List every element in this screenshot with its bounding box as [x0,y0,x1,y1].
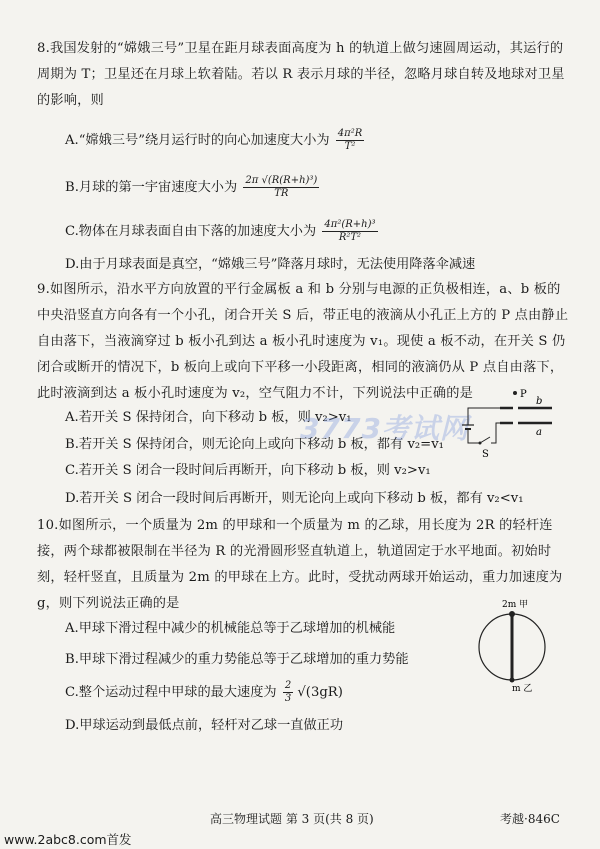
ball-jia [509,611,515,617]
q10-option-a: A.甲球下滑过程中减少的机械能总等于乙球增加的机械能 [65,621,396,636]
q9-option-a: A.若开关 S 保持闭合，向下移动 b 板，则 v₂>v₁ [65,410,352,425]
exam-code: 考越·846C [500,812,560,826]
label-bottom-ball: m 乙 [512,684,533,692]
q8-option-b: B.月球的第一宇宙速度大小为 $\frac{\text{2π √(R(R+h)³)}}{TR}$ [65,175,318,199]
watermark: 3773考试网 [300,412,469,445]
page-footer: 高三物理试题 第 3 页(共 8 页) [210,812,374,826]
wire-bottom [468,429,480,443]
q8-option-c: C.物体在月球表面自由下落的加速度大小为 $\frac{\text{4π²(R+h)³}}{\text{R²T²}}$ [65,219,376,243]
q10-option-d: D.甲球运动到最低点前，轻杆对乙球一直做正功 [65,718,344,733]
q10-circle-figure [474,597,564,692]
q8-option-d: D.由于月球表面是真空，“嫦娥三号”降落月球时，无法使用降落伞减速 [65,257,476,272]
source-site: www.2abc8.com首发 [4,832,132,847]
q10-option-b: B.甲球下滑过程减少的重力势能总等于乙球增加的重力势能 [65,652,409,667]
q9-option-d: D.若开关 S 闭合一段时间后再断开，则无论向上或向下移动 b 板，都有 v₂<v₁ [65,491,524,506]
ball-yi [510,678,515,683]
q8-option-a: A.“嫦娥三号”绕月运行时的向心加速度大小为 $\frac{\text{4π²R}}{\text{T²}}$ [65,128,363,152]
q8-a-fraction: $\frac{\text{4π²R}}{\text{T²}}$ [337,128,363,152]
q10-option-c: C.整个运动过程中甲球的最大速度为 $\frac{2}{3}$ √(3gR) [65,680,343,704]
question-9-stem: 9.如图所示，沿水平方向放置的平行金属板 a 和 b 分别与电源的正负极相连，a、b 板的中央沿竖直方向各有一个小孔，闭合开关 S 后，带正电的液滴从小孔正上方的 P 点由静止自由落下，当液滴穿过 b 板小孔到达 a 板小孔时速度为 v₁。现使 a 板不动，在开关 S 仍闭合或断开的情况下，b 板向上或向下平移一小段距离，相同的液滴仍从 P 点自由落下，此时液滴到达 a 板小孔时速度为 v₂，空气阻力不计，下列说法中正确的是 [37,282,569,401]
label-b: b [536,396,543,407]
question-8 [37,36,572,114]
label-a: a [536,427,542,438]
label-s: S [482,449,489,460]
q10-c-fraction: $\frac{2}{3}$ [284,680,292,704]
question-10-stem: 10.如图所示，一个质量为 2m 的甲球和一个质量为 m 的乙球，用长度为 2R 的轻杆连接，两个球都被限制在半径为 R 的光滑圆形竖直轨道上，轨道固定于水平地面。初始时刻，轻杆竖直，且质量为 2m 的甲球在上方。此时，受扰动两球开始运动，重力加速度为 g，则下列说法正确的是 [37,518,563,611]
switch-s [480,437,490,443]
q9-capacitor-figure [460,385,570,460]
label-p: P [520,389,527,400]
q8-b-fraction: $\frac{\text{2π √(R(R+h)³)}}{TR}$ [245,175,318,199]
q8-c-fraction: $\frac{\text{4π²(R+h)³}}{\text{R²T²}}$ [324,219,376,243]
q9-option-b: B.若开关 S 保持闭合，则无论向上或向下移动 b 板，都有 v₂=v₁ [65,437,444,452]
question-8-stem: 8.我国发射的“嫦娥三号”卫星在距月球表面高度为 h 的轨道上做匀速圆周运动，其运行的周期为 T；卫星还在月球上软着陆。若以 R 表示月球的半径，忽略月球自转及地球对卫星的影响，则 [37,41,565,108]
wire-plate-a [491,423,500,443]
q9-option-c: C.若开关 S 闭合一段时间后再断开，向下移动 b 板，则 v₂>v₁ [65,463,431,478]
wire-top [468,408,500,425]
switch-pivot [479,442,482,445]
point-p [513,391,517,395]
label-top-ball: 2m 甲 [502,600,529,610]
